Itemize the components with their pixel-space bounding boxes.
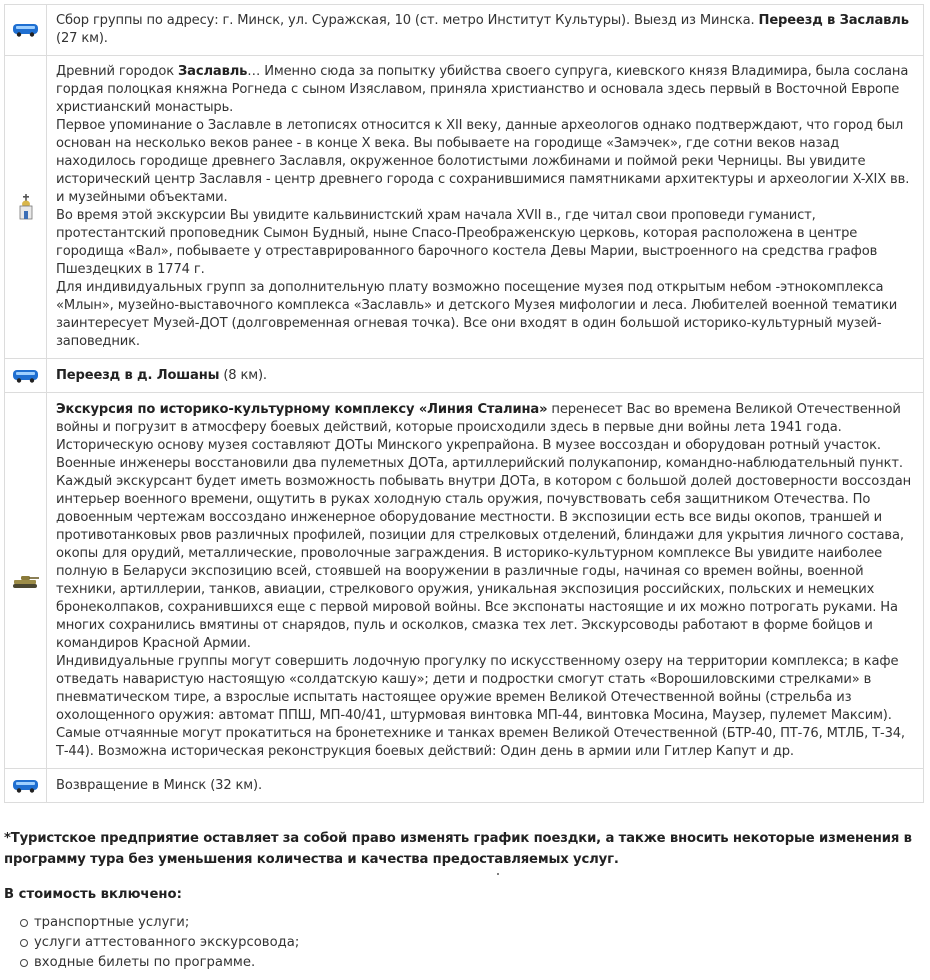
text-segment: Сбор группы по адресу: г. Минск, ул. Суражская, 10 (ст. метро Институт Культуры). Выезд из Минска.	[56, 13, 759, 28]
tank-icon	[5, 573, 46, 589]
paragraph	[56, 401, 915, 653]
bullet-circle-icon	[20, 939, 28, 947]
text-segment: Для индивидуальных групп за дополнительную плату возможно посещение музея под открытым небом -этнокомплекса «Млын», музейно-выставочного комплекса «Заславль» и детского Музея мифологии и леса. Любителей военной тематики заинтересует Музей-ДОТ (долговременная огневая точка). Все они входят в один большой историко-культурный музей-заповедник.	[56, 280, 898, 349]
paragraph	[56, 12, 915, 48]
list-item-text: транспортные услуги;	[34, 915, 190, 930]
bold-text: Заславль	[178, 64, 248, 79]
list-item	[0, 933, 299, 953]
paragraph	[56, 117, 915, 207]
bold-text: Экскурсия по историко-культурному комплексу «Линия Сталина»	[56, 401, 548, 417]
bus-icon	[5, 368, 46, 384]
paragraph	[56, 63, 915, 117]
row-icon-cell	[5, 769, 47, 803]
text-segment: Во время этой экскурсии Вы увидите кальвинистский храм начала XVII в., где читал свои проповеди гуманист, протестантский проповедник Сымон Будный, ныне Спасо-Преображенскую церковь, которая расположена в центре городища «Вал», побываете у отреставрированного барочного костела Девы Марии, выстроенного на средства графов Пшездецких в 1774 г.	[56, 208, 878, 277]
bullet-circle-icon	[20, 959, 28, 967]
bus-icon	[5, 22, 46, 38]
bus-icon	[5, 778, 46, 794]
list-item	[0, 913, 299, 933]
text-segment: (27 км).	[56, 31, 108, 46]
list-item	[0, 953, 299, 973]
text-segment: перенесет Вас во времена Великой Отечественной войны и погрузит в атмосферу боевых действий, которые происходили здесь в первые дни войны лета 1941 года. Историческую основу музея составляют ДОТы Минского укрепрайона. В музее воссоздан и оборудован ротный участок. Военные инженеры восстановили два пулеметных ДОТа, артиллерийский полукапонир, командно-наблюдательный пункт. Каждый экскурсант будет иметь возможность побывать внутри ДОТа, в котором с большой долей достоверности воссоздан интерьер военного времени, ощутить в руках холодную сталь оружия, почувствовать себя защитником Отечества. По довоенным чертежам воссоздано инженерное оборудование местности. В экспозиции есть все виды окопов, траншей и противотанковых рвов различных профилей, позиции для стрелковых отделений, блиндажи для укрытия личного состава, окопы для орудий, металлические, проволочные заграждения. В историко-культурном комплексе Вы увидите наиболее полную в Беларуси экспозицию всей, стоявшей на вооружении в различные годы, начиная со времен войны, военной техники, артиллерии, танков, авиации, стрелкового оружия, уникальная экспозиция российских, польских и немецких бронеколпаков, сохранившихся еще с первой мировой войны. Все экспонаты настоящие и их можно потрогать руками. На многих сохранились вмятины от снарядов, пуль и осколков, смазка тех лет. Экскурсоводы работают в форме бойцов и командиров Красной Армии.	[56, 401, 912, 651]
row-text	[47, 359, 924, 393]
program-row	[5, 359, 924, 393]
included-list	[0, 913, 299, 973]
program-table	[4, 4, 924, 803]
included-title: В стоимость включено:	[4, 887, 182, 902]
disclaimer-note: *Туристское предприятие оставляет за собой право изменять график поездки, а также вносить некоторые изменения в программу тура без уменьшения количества и качества предоставляемых услуг.	[4, 831, 912, 867]
text-segment: Индивидуальные группы могут совершить лодочную прогулку по искусственному озеру на территории комплекса; в кафе отведать наваристую настоящую «солдатскую кашу»; дети и подростки смогут стать «Ворошиловскими стрелками» в пневматическом тире, а взрослые испытать настоящее оружие времен Великой Отечественной войны (стрельба из охолощенного оружия: автомат ППШ, МП-40/41, штурмовая винтовка МП-44, винтовка Мосина, Маузер, пулемет Максим). Самые отчаянные могут прокатиться на бронетехнике и танках времен Великой Отечественной (БТР-40, ПТ-76, МТЛБ, Т-34, Т-44). Возможна историческая реконструкция боевых действий: Один день в армии или Гитлер Капут и др.	[56, 653, 905, 759]
paragraph	[56, 207, 915, 279]
stray-dot	[497, 873, 499, 875]
paragraph	[56, 653, 915, 761]
program-row	[5, 769, 924, 803]
row-text	[47, 5, 924, 56]
bullet-circle-icon	[20, 919, 28, 927]
church-icon	[5, 194, 46, 220]
row-text	[47, 56, 924, 359]
paragraph	[56, 777, 915, 795]
text-segment: Древний городок	[56, 64, 179, 79]
list-item-text: услуги аттестованного экскурсовода;	[34, 935, 300, 950]
paragraph	[56, 279, 915, 351]
program-row	[5, 393, 924, 769]
bold-text: Переезд в д. Лошаны	[56, 367, 220, 383]
text-segment: Возвращение в Минск (32 км).	[56, 777, 262, 793]
program-row	[5, 5, 924, 56]
row-icon-cell	[5, 5, 47, 56]
row-icon-cell	[5, 56, 47, 359]
text-segment: Первое упоминание о Заславле в летописях относится к XII веку, данные археологов однако подтверждают, что город был основан на несколько веков ранее - в конце X века. Вы побываете на городище «Замэчек», где сотни веков назад находилось городище древнего Заславля, окруженное болотистыми ложбинами и поймой реки Черницы. Вы увидите исторический центр Заславля - центр древнего города с сохранившимися памятниками архитектуры и археологии X-XIX вв. и музейными объектами.	[56, 118, 910, 205]
row-icon-cell	[5, 359, 47, 393]
text-segment: … Именно сюда за попытку убийства своего супруга, киевского князя Владимира, была сослана гордая полоцкая княжна Рогнеда с сыном Изяславом, приняла христианство и основала здесь первый в Восточной Европе христианский монастырь.	[56, 64, 909, 115]
program-row	[5, 56, 924, 359]
bold-text: Переезд в Заславль	[758, 13, 909, 28]
row-icon-cell	[5, 393, 47, 769]
row-text	[47, 393, 924, 769]
row-text	[47, 769, 924, 803]
text-segment: (8 км).	[219, 367, 267, 383]
paragraph	[56, 367, 915, 385]
list-item-text: входные билеты по программе.	[34, 955, 256, 970]
